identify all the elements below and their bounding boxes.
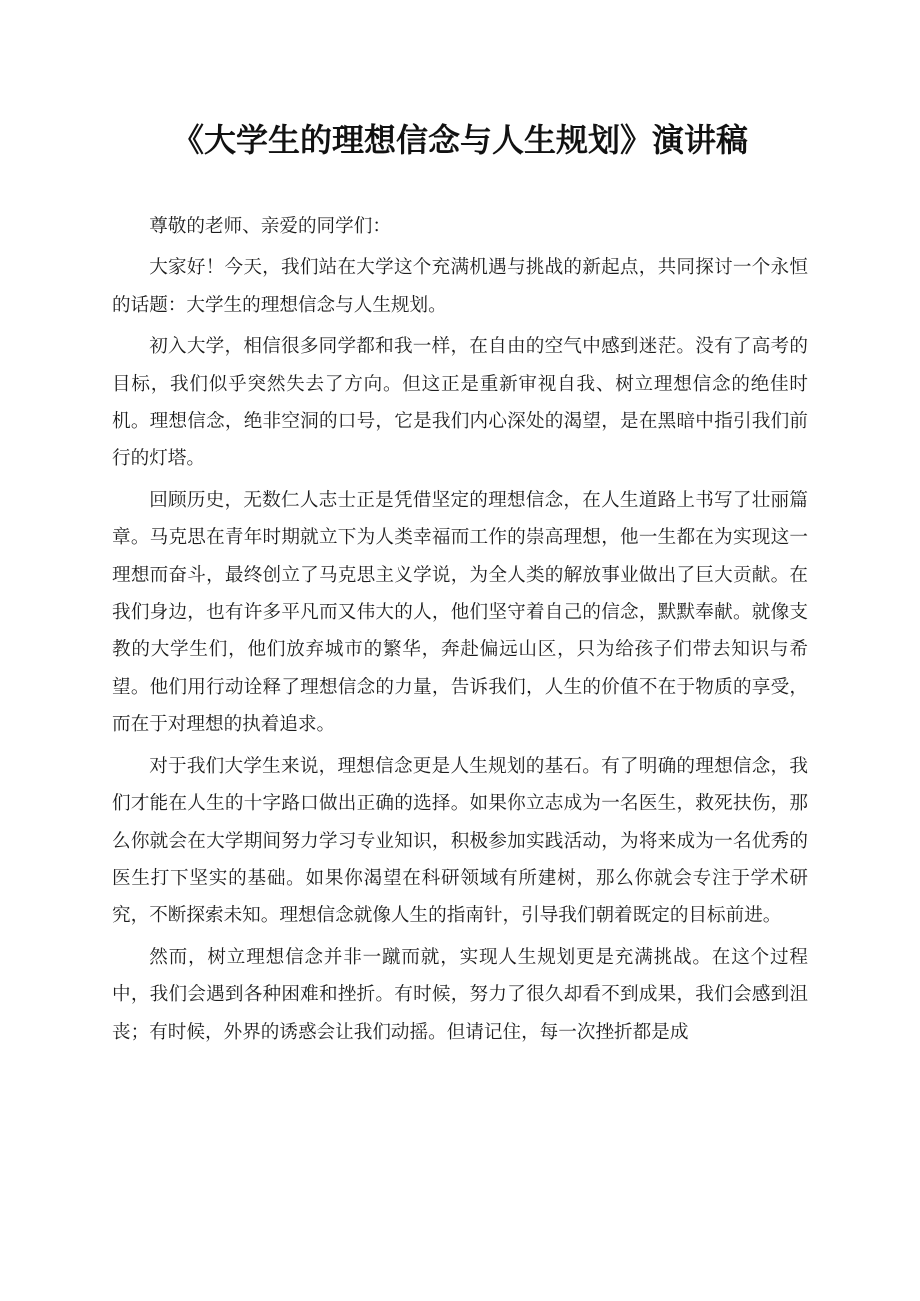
document-title: 《大学生的理想信念与人生规划》演讲稿 [171, 121, 748, 159]
paragraph-entering-university: 初入大学，相信很多同学都和我一样，在自由的空气中感到迷茫。没有了高考的目标，我们似乎突然失去了方向。但这正是重新审视自我、树立理想信念的绝佳时机。理想信念，绝非空洞的口号，它是我们内心深处的渴望，是在黑暗中指引我们前行的灯塔。 [112, 336, 808, 470]
paragraph-greeting: 大家好！今天，我们站在大学这个充满机遇与挑战的新起点，共同探讨一个永恒的话题：大学生的理想信念与人生规划。 [112, 257, 808, 316]
paragraph-foundation: 对于我们大学生来说，理想信念更是人生规划的基石。有了明确的理想信念，我们才能在人生的十字路口做出正确的选择。如果你立志成为一名医生，救死扶伤，那么你就会在大学期间努力学习专业知识，积极参加实践活动，为将来成为一名优秀的医生打下坚实的基础。如果你渴望在科研领域有所建树，那么你就会专注于学术研究，不断探索未知。理想信念就像人生的指南针，引导我们朝着既定的目标前进。 [112, 755, 808, 927]
paragraph-salutation: 尊敬的老师、亲爱的同学们： [149, 216, 391, 237]
paragraph-history: 回顾历史，无数仁人志士正是凭借坚定的理想信念，在人生道路上书写了壮丽篇章。马克思在青年时期就立下为人类幸福而工作的崇高理想，他一生都在为实现这一理想而奋斗，最终创立了马克思主义学说，为全人类的解放事业做出了巨大贡献。在我们身边，也有许多平凡而又伟大的人，他们坚守着自己的信念，默默奉献。就像支教的大学生们，他们放弃城市的繁华，奔赴偏远山区，只为给孩子们带去知识与希望。他们用行动诠释了理想信念的力量，告诉我们，人生的价值不在于物质的享受，而在于对理想的执着追求。 [112, 489, 808, 736]
paragraph-challenges: 然而，树立理想信念并非一蹴而就，实现人生规划更是充满挑战。在这个过程中，我们会遇到各种困难和挫折。有时候，努力了很久却看不到成果，我们会感到沮丧；有时候，外界的诱惑会让我们动摇。但请记住，每一次挫折都是成 [112, 946, 808, 1043]
document-body [112, 208, 808, 1051]
